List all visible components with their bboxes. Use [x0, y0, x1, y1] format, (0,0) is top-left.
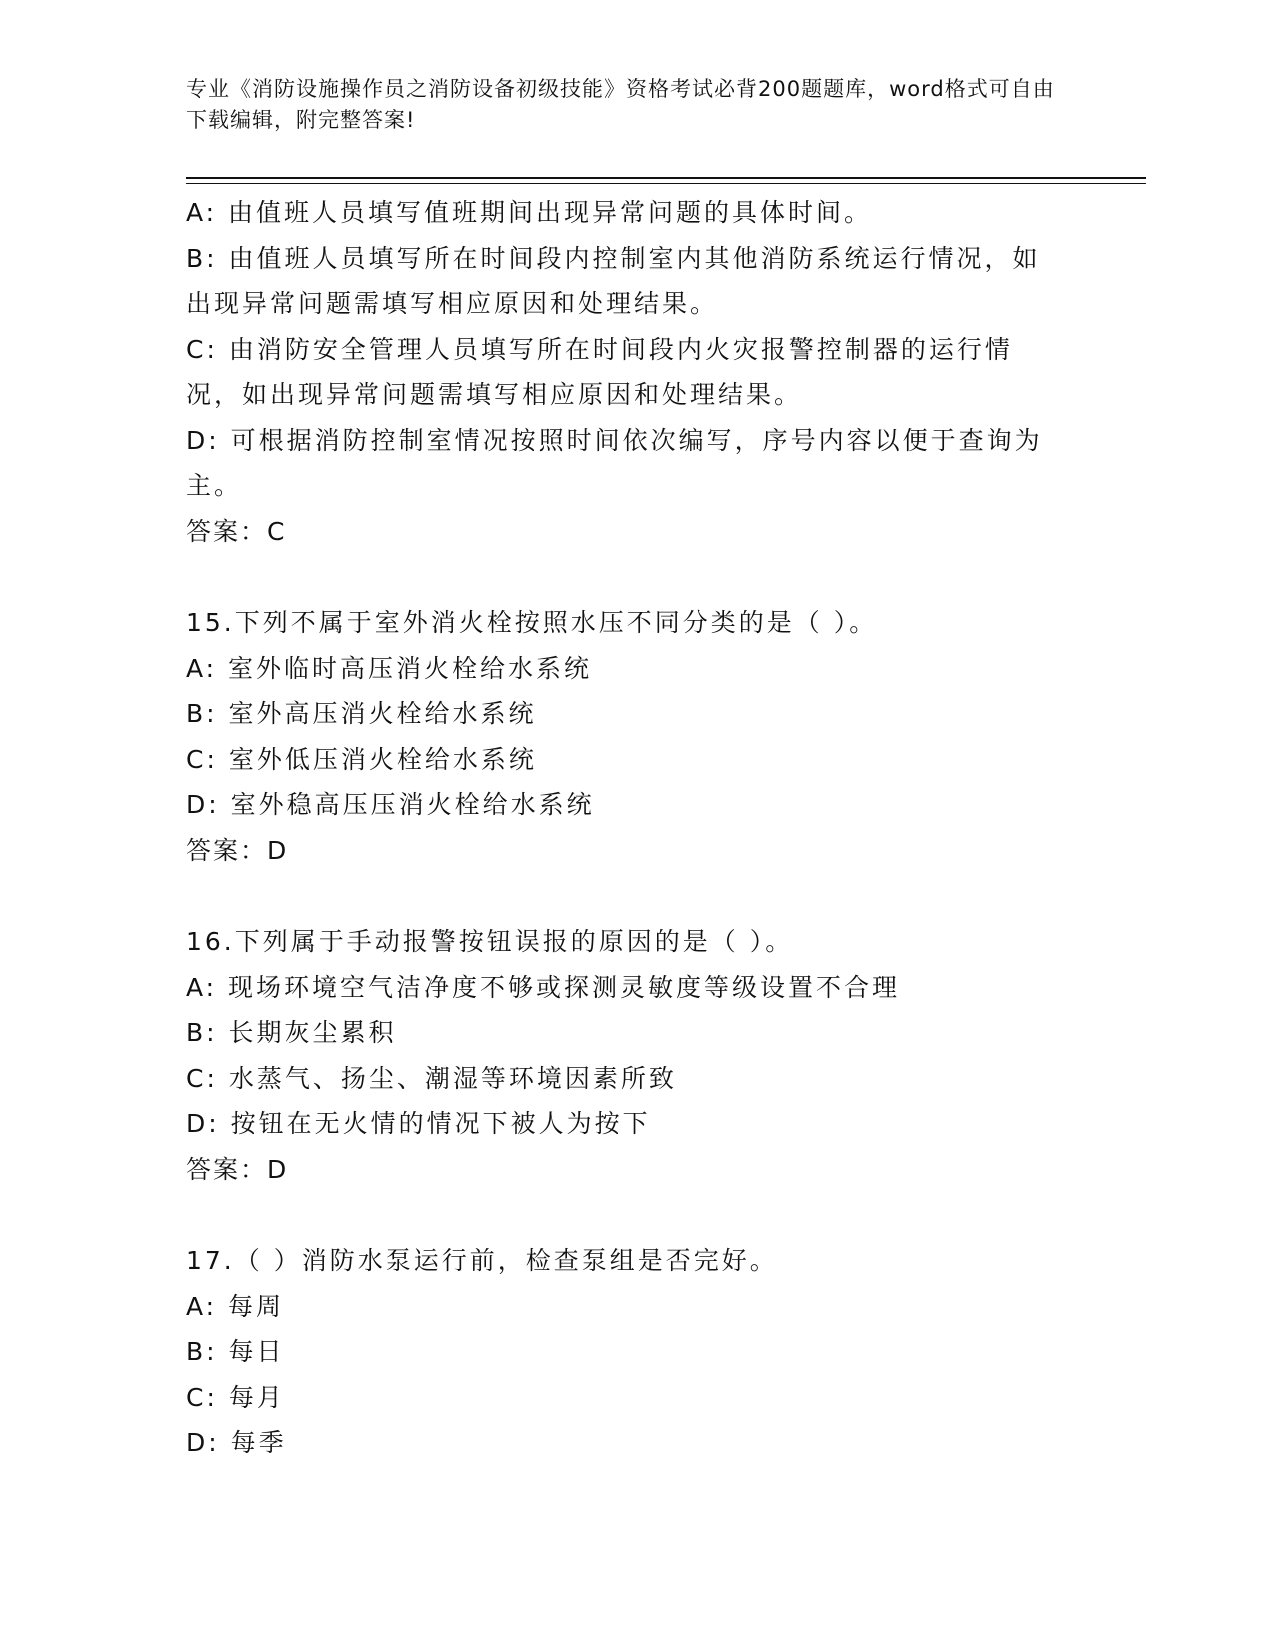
header-rule-thin	[186, 183, 1146, 184]
option-c: C: 每月	[186, 1382, 285, 1412]
spacer	[186, 1192, 1066, 1238]
option-a: A: 现场环境空气洁净度不够或探测灵敏度等级设置不合理	[186, 972, 901, 1002]
question-stem: 17.（ ）消防水泵运行前，检查泵组是否完好。	[186, 1246, 778, 1275]
option-d: D: 可根据消防控制室情况按照时间依次编写，序号内容以便于查询为主。	[186, 425, 1043, 500]
option-b: B: 室外高压消火栓给水系统	[186, 699, 537, 728]
option-a: A: 每周	[186, 1291, 285, 1321]
header-rule-thick	[186, 177, 1146, 179]
option-d: D: 按钮在无火情的情况下被人为按下	[186, 1109, 651, 1138]
document-body	[186, 190, 1066, 1466]
option-c: C: 由消防安全管理人员填写所在时间段内火灾报警控制器的运行情况，如出现异常问题需填写相应原因和处理结果。	[186, 334, 1013, 409]
option-b: B: 长期灰尘累积	[186, 1018, 397, 1047]
document-header: 专业《消防设施操作员之消防设备初级技能》资格考试必背200题题库，word格式可自由下载编辑，附完整答案!	[186, 77, 1055, 132]
option-b: B: 每日	[186, 1337, 285, 1366]
prev-question-options	[186, 190, 1066, 554]
option-a: A: 由值班人员填写值班期间出现异常问题的具体时间。	[186, 198, 873, 227]
question-stem: 16.下列属于手动报警按钮误报的原因的是（ ）。	[186, 927, 794, 956]
question-15	[186, 600, 1066, 873]
option-d: D: 每季	[186, 1428, 287, 1457]
option-d: D: 室外稳高压压消火栓给水系统	[186, 790, 595, 819]
question-stem: 15.下列不属于室外消火栓按照水压不同分类的是（ ）。	[186, 608, 878, 637]
question-16	[186, 919, 1066, 1192]
answer-label: 答案：C	[186, 516, 287, 546]
option-a: A: 室外临时高压消火栓给水系统	[186, 653, 593, 683]
spacer	[186, 554, 1066, 600]
option-c: C: 水蒸气、扬尘、潮湿等环境因素所致	[186, 1063, 677, 1093]
option-c: C: 室外低压消火栓给水系统	[186, 744, 537, 774]
question-17	[186, 1238, 1066, 1466]
option-b: B: 由值班人员填写所在时间段内控制室内其他消防系统运行情况，如出现异常问题需填写相应原因和处理结果。	[186, 243, 1041, 318]
spacer	[186, 873, 1066, 919]
answer-label: 答案：D	[186, 835, 289, 865]
answer-label: 答案：D	[186, 1154, 289, 1184]
